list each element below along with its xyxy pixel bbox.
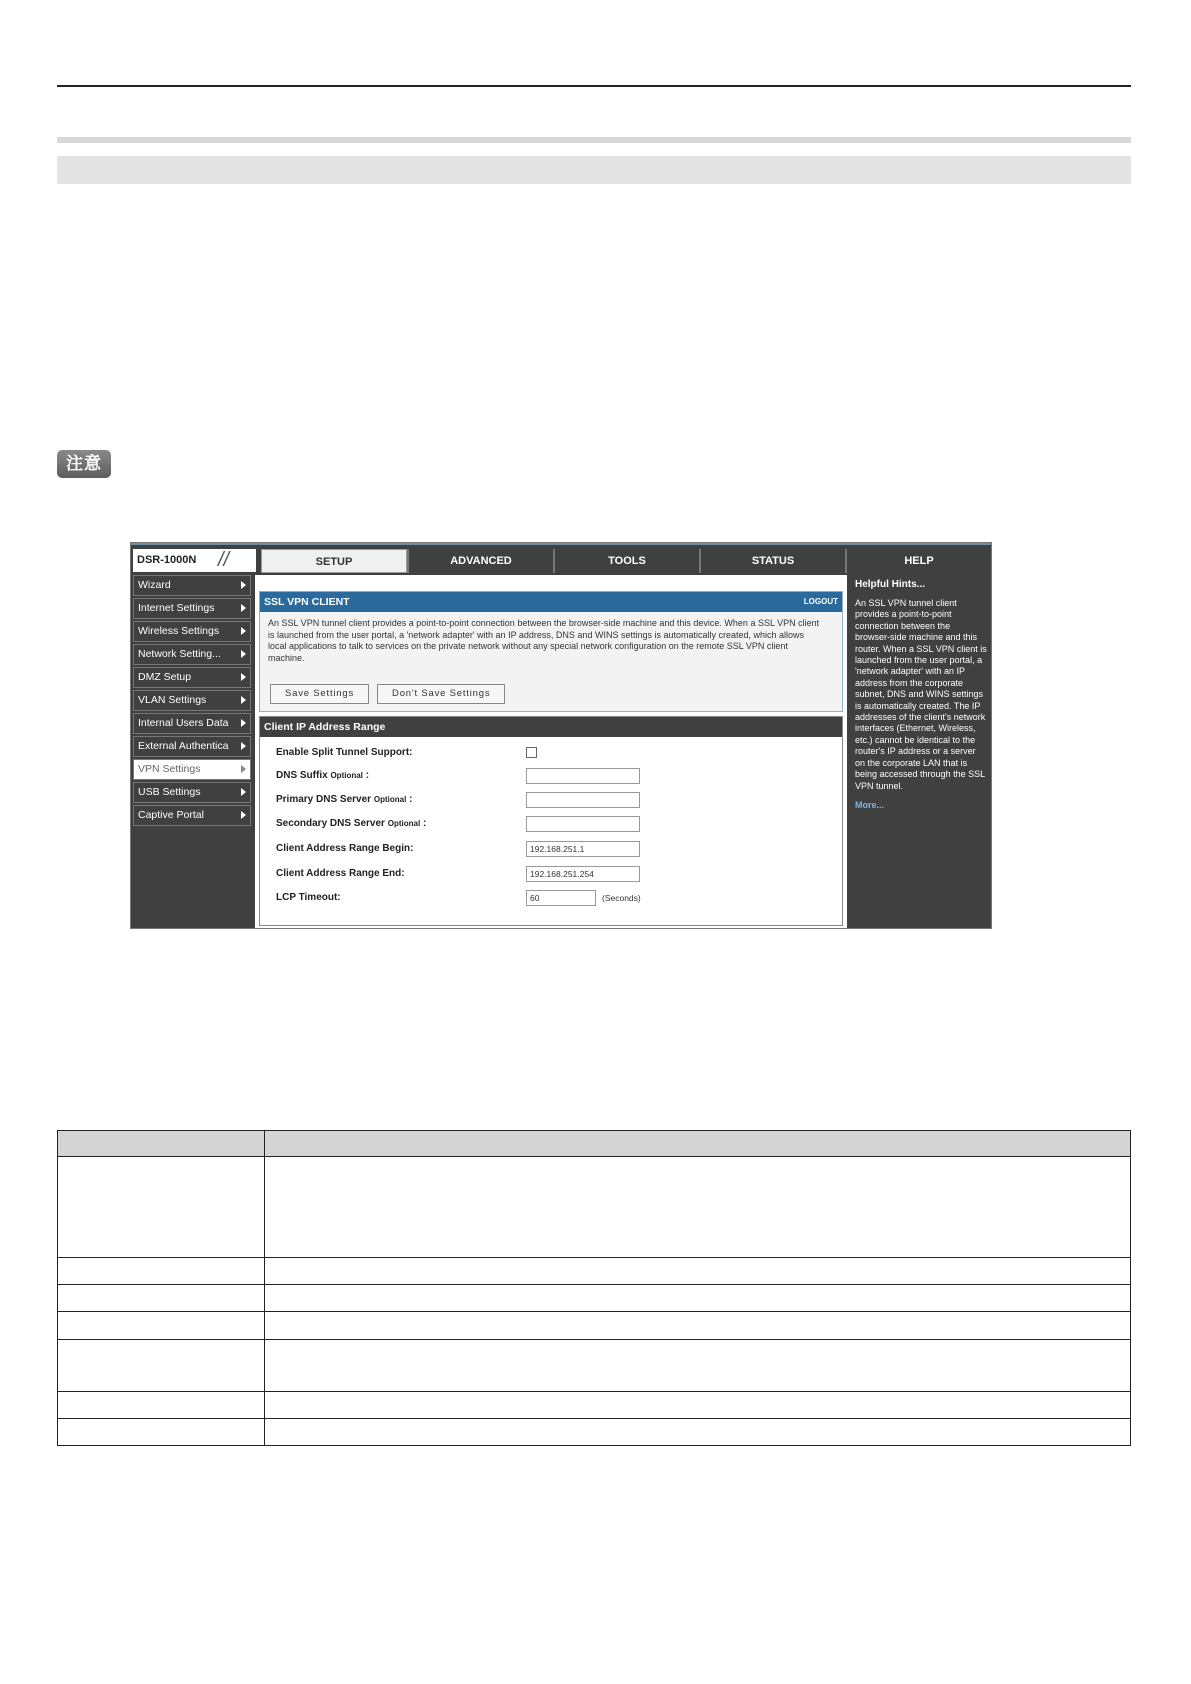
sidebar-item-wireless-settings[interactable] bbox=[133, 621, 251, 642]
help-panel bbox=[851, 575, 991, 928]
sidebar-item-label: DMZ Setup bbox=[138, 671, 192, 683]
table-row bbox=[58, 1312, 1131, 1340]
table-cell bbox=[265, 1312, 1131, 1340]
chevron-right-icon bbox=[241, 719, 246, 727]
ssl-vpn-client-panel bbox=[259, 591, 843, 712]
table-cell bbox=[58, 1258, 265, 1285]
dns-suffix-label: DNS Suffix Optional : bbox=[276, 770, 370, 781]
table-cell bbox=[58, 1419, 265, 1446]
sidebar-item-internet-settings[interactable] bbox=[133, 598, 251, 619]
sidebar-item-label: Wireless Settings bbox=[138, 625, 220, 637]
table-cell bbox=[58, 1312, 265, 1340]
sidebar-item-dmz-setup[interactable] bbox=[133, 667, 251, 688]
help-text: An SSL VPN tunnel client provides a point-to-point connection between the browser-side machine and this router. When a SSL VPN client is launched from the user portal, a 'network adapter' with an IP address from the corporate subnet, DNS and WINS settings is automatically created. The IP addresses of the client's network interfaces (Ethernet, Wireless, etc.) cannot be identical to the router's IP address or a server on the corporate LAN that is being accessed through the SSL VPN tunnel. bbox=[855, 598, 987, 791]
table-cell bbox=[265, 1419, 1131, 1446]
split-tunnel-checkbox[interactable] bbox=[526, 747, 537, 758]
router-screenshot bbox=[130, 542, 992, 929]
tab-status[interactable]: STATUS bbox=[699, 549, 845, 573]
table-cell bbox=[58, 1392, 265, 1419]
chevron-right-icon bbox=[241, 696, 246, 704]
sidebar-item-label: Network Setting... bbox=[138, 648, 221, 660]
panel-description: An SSL VPN tunnel client provides a point-to-point connection between the browser-side machine and this device. When a SSL VPN client is launched from the user portal, a 'network adapter' with an IP address, DNS and WINS settings is automatically created, which allows local applications to talk to services on the private network without any special network configuration on the remote SSL VPN client machine. bbox=[268, 618, 820, 663]
range-end-label: Client Address Range End: bbox=[276, 868, 405, 879]
router-tabs bbox=[261, 549, 991, 573]
panel-title: SSL VPN CLIENT bbox=[264, 596, 350, 608]
header-rule bbox=[57, 85, 1131, 87]
sidebar-item-label: Internal Users Data bbox=[138, 717, 229, 729]
table-cell bbox=[58, 1157, 265, 1258]
lcp-timeout-label: LCP Timeout: bbox=[276, 892, 341, 903]
help-more-link[interactable]: More... bbox=[855, 799, 885, 810]
sidebar-item-label: VPN Settings bbox=[138, 763, 201, 775]
chevron-right-icon bbox=[241, 811, 246, 819]
router-main bbox=[255, 575, 847, 928]
table-cell bbox=[265, 1157, 1131, 1258]
save-settings-button[interactable]: Save Settings bbox=[270, 684, 369, 704]
panel-header bbox=[260, 592, 842, 612]
dns-suffix-input[interactable] bbox=[526, 768, 640, 784]
table-cell bbox=[265, 1392, 1131, 1419]
tab-tools[interactable]: TOOLS bbox=[553, 549, 699, 573]
sidebar-item-label: Captive Portal bbox=[138, 809, 204, 821]
table-header-cell bbox=[265, 1131, 1131, 1157]
sidebar-item-label: USB Settings bbox=[138, 786, 201, 798]
help-title: Helpful Hints... bbox=[855, 579, 925, 590]
range-end-input[interactable]: 192.168.251.254 bbox=[526, 866, 640, 882]
table-row bbox=[58, 1157, 1131, 1258]
table-header-cell bbox=[58, 1131, 265, 1157]
table-row bbox=[58, 1258, 1131, 1285]
sidebar-item-vpn-settings[interactable] bbox=[133, 759, 251, 780]
table-row bbox=[58, 1285, 1131, 1312]
table-cell bbox=[265, 1258, 1131, 1285]
section-band bbox=[57, 137, 1131, 143]
table-cell bbox=[58, 1285, 265, 1312]
chevron-right-icon bbox=[241, 650, 246, 658]
logo-slash-icon: // bbox=[218, 549, 230, 571]
sidebar-item-internal-users[interactable] bbox=[133, 713, 251, 734]
chevron-right-icon bbox=[241, 581, 246, 589]
tab-advanced[interactable]: ADVANCED bbox=[407, 549, 553, 573]
sidebar-item-network-setting[interactable] bbox=[133, 644, 251, 665]
range-begin-label: Client Address Range Begin: bbox=[276, 843, 414, 854]
table-row bbox=[58, 1419, 1131, 1446]
router-logo bbox=[133, 549, 256, 572]
table-row bbox=[58, 1340, 1131, 1392]
subsection-band bbox=[57, 156, 1131, 184]
lcp-timeout-input[interactable]: 60 bbox=[526, 890, 596, 906]
form-title: Client IP Address Range bbox=[260, 717, 842, 737]
note-badge: 注意 bbox=[57, 450, 111, 478]
lcp-timeout-unit: (Seconds) bbox=[602, 893, 641, 903]
sidebar-item-external-auth[interactable] bbox=[133, 736, 251, 757]
table-cell bbox=[58, 1340, 265, 1392]
logout-link[interactable]: LOGOUT bbox=[803, 597, 838, 606]
table-cell bbox=[265, 1285, 1131, 1312]
router-header bbox=[131, 543, 991, 571]
router-model: DSR-1000N bbox=[137, 554, 197, 566]
router-sidebar bbox=[133, 575, 251, 828]
sidebar-item-usb-settings[interactable] bbox=[133, 782, 251, 803]
parameter-table bbox=[57, 1130, 1131, 1446]
table-header-row bbox=[58, 1131, 1131, 1157]
primary-dns-input[interactable] bbox=[526, 792, 640, 808]
chevron-right-icon bbox=[241, 742, 246, 750]
tab-help[interactable]: HELP bbox=[845, 549, 991, 573]
secondary-dns-label: Secondary DNS Server Optional : bbox=[276, 818, 427, 829]
sidebar-item-label: Internet Settings bbox=[138, 602, 215, 614]
chevron-right-icon bbox=[241, 673, 246, 681]
sidebar-item-vlan-settings[interactable] bbox=[133, 690, 251, 711]
sidebar-item-captive-portal[interactable] bbox=[133, 805, 251, 826]
chevron-right-icon bbox=[241, 627, 246, 635]
table-cell bbox=[265, 1340, 1131, 1392]
split-tunnel-label: Enable Split Tunnel Support: bbox=[276, 747, 413, 758]
chevron-right-icon bbox=[241, 788, 246, 796]
sidebar-item-label: External Authentica bbox=[138, 740, 229, 752]
sidebar-item-label: Wizard bbox=[138, 579, 171, 591]
client-ip-range-panel bbox=[259, 716, 843, 926]
primary-dns-label: Primary DNS Server Optional : bbox=[276, 794, 413, 805]
table-row bbox=[58, 1392, 1131, 1419]
sidebar-item-wizard[interactable] bbox=[133, 575, 251, 596]
range-begin-input[interactable]: 192.168.251.1 bbox=[526, 841, 640, 857]
tab-setup[interactable]: SETUP bbox=[261, 549, 407, 573]
chevron-right-icon bbox=[241, 765, 246, 773]
sidebar-item-label: VLAN Settings bbox=[138, 694, 207, 706]
secondary-dns-input[interactable] bbox=[526, 816, 640, 832]
chevron-right-icon bbox=[241, 604, 246, 612]
dont-save-settings-button[interactable]: Don't Save Settings bbox=[377, 684, 505, 704]
panel-buttons bbox=[270, 684, 505, 704]
